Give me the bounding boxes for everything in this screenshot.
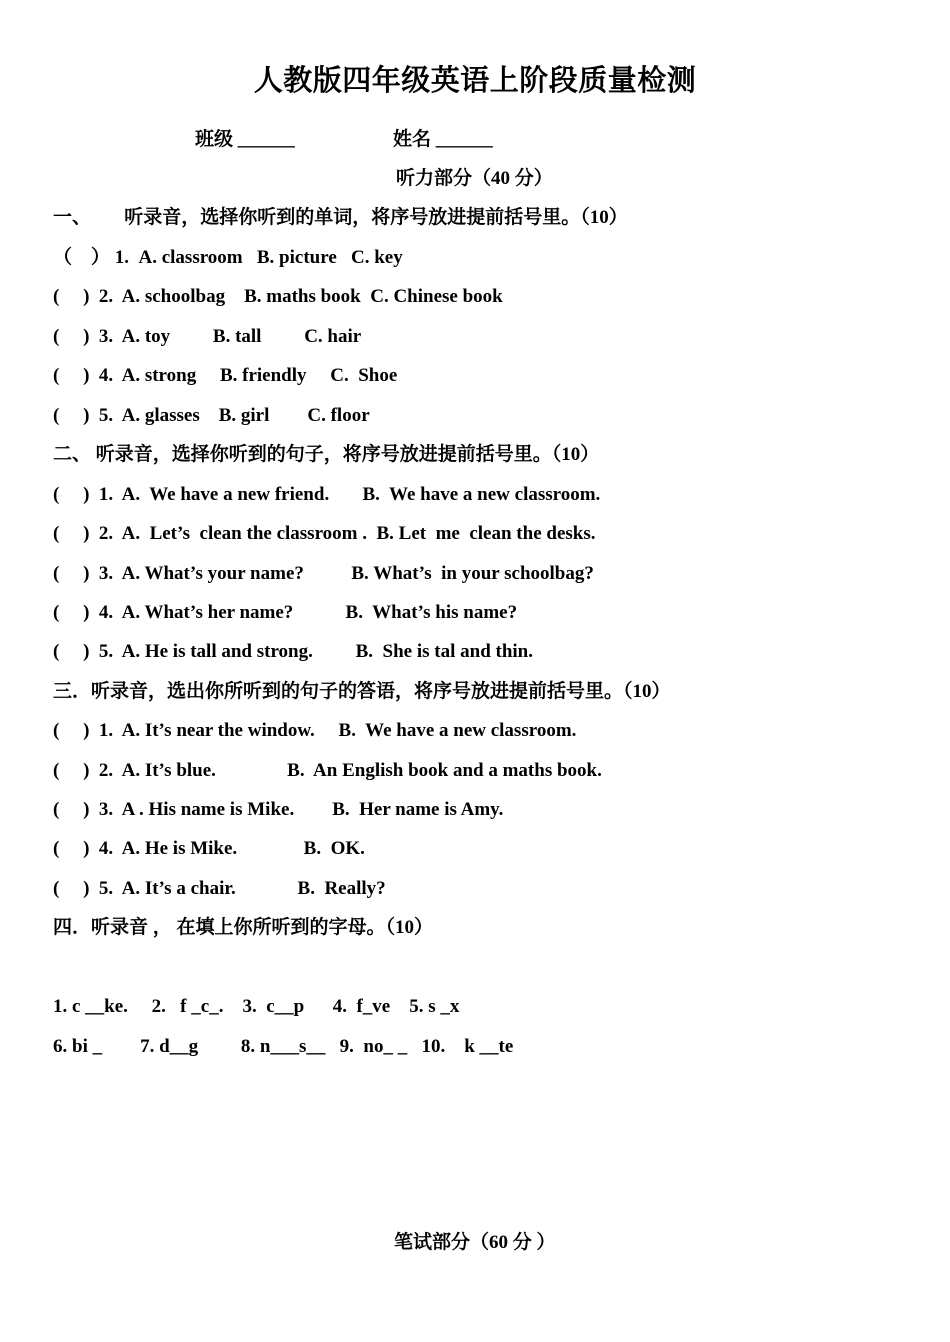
class-field[interactable]: 班级 ______ [195,129,295,150]
question-item: ( ) 3. A. toy B. tall C. hair [53,326,362,347]
fill-in-row: 6. bi _ 7. d__g 8. n___s__ 9. no_ _ 10. k __te [53,1036,514,1057]
question-item: ( ) 5. A. It’s a chair. B. Really? [53,878,386,899]
question-item: （ ） 1. A. classroom B. picture C. key [53,247,403,268]
question-item: ( ) 1. A. We have a new friend. B. We have a new classroom. [53,484,601,505]
written-section-header: 笔试部分（60 分 ） [394,1232,556,1253]
question-item: ( ) 5. A. He is tall and strong. B. She is tal and thin. [53,641,534,662]
question-item: ( ) 2. A. Let’s clean the classroom . B. Let me clean the desks. [53,523,596,544]
question-item: ( ) 3. A. What’s your name? B. What’s in your schoolbag? [53,563,594,584]
section-3-heading: 三．听录音，选出你所听到的句子的答语，将序号放进提前括号里。（10） [53,681,671,702]
section-2-heading: 二、 听录音，选择你听到的句子，将序号放进提前括号里。（10） [53,444,600,465]
section-4-heading: 四．听录音 ， 在填上你所听到的字母。（10） [53,917,434,938]
question-item: ( ) 2. A. schoolbag B. maths book C. Chinese book [53,286,503,307]
question-item: ( ) 2. A. It’s blue. B. An English book and a maths book. [53,760,602,781]
question-item: ( ) 4. A. What’s her name? B. What’s his name? [53,602,518,623]
question-item: ( ) 3. A . His name is Mike. B. Her name is Amy. [53,799,504,820]
question-item: ( ) 4. A. strong B. friendly C. Shoe [53,365,398,386]
listening-section-header: 听力部分（40 分） [396,168,553,189]
page-title: 人教版四年级英语上阶段质量检测 [253,65,697,97]
question-item: ( ) 4. A. He is Mike. B. OK. [53,838,365,859]
question-item: ( ) 1. A. It’s near the window. B. We have a new classroom. [53,720,577,741]
section-1-heading: 一、 听录音，选择你听到的单词，将序号放进提前括号里。（10） [53,207,628,228]
question-item: ( ) 5. A. glasses B. girl C. floor [53,405,370,426]
fill-in-row: 1. c __ke. 2. f _c_. 3. c__p 4. f_ve 5. s _x [53,996,460,1017]
name-field[interactable]: 姓名 ______ [393,129,493,150]
